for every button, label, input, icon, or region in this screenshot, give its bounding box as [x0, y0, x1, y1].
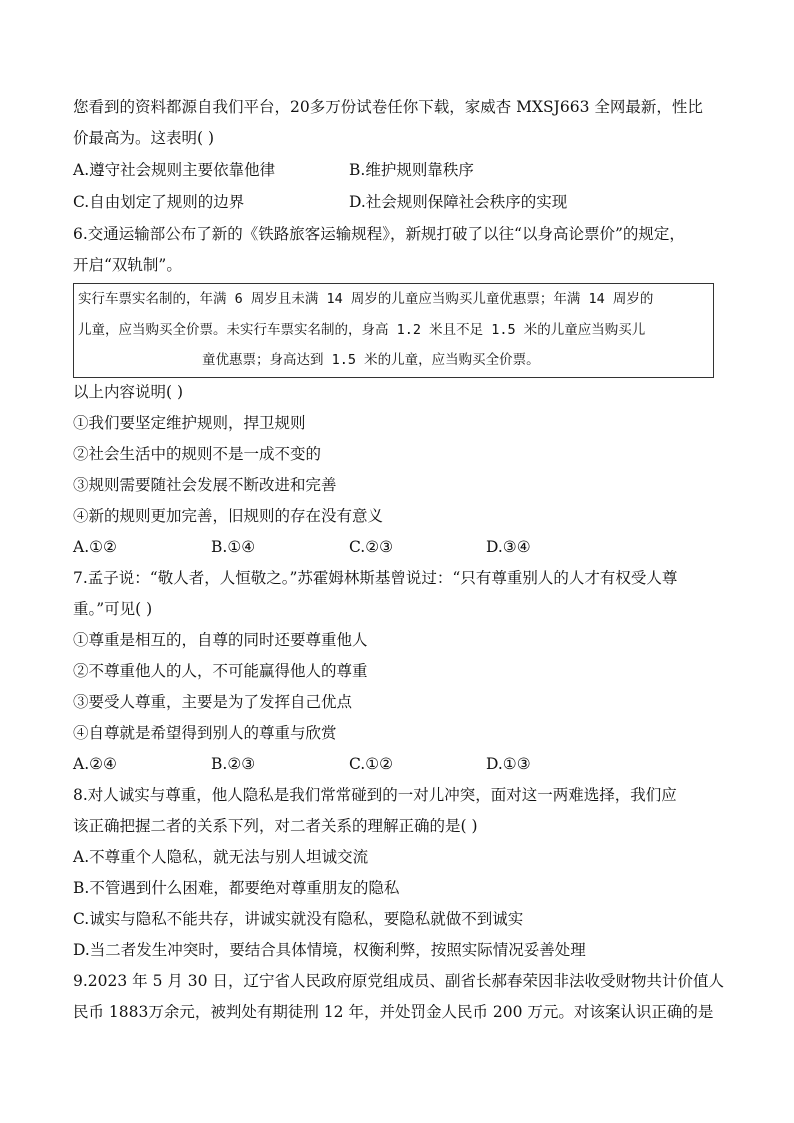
q8-option-d: D.当二者发生冲突时，要结合具体情境，权衡利弊，按照实际情况妥善处理 [73, 941, 586, 959]
q6-stem-line-1: 6.交通运输部公布了新的《铁路旅客运输规程》，新规打破了以往“以身高论票价”的规定， [73, 225, 685, 243]
q7-option-b: B.②③ [211, 755, 256, 773]
q6-material-line-2: 儿童，应当购买全价票。未实行车票实名制的，身高 1.2 米且不足 1.5 米的儿童应当购买儿 [78, 322, 646, 338]
q7-option-a: A.②④ [73, 755, 117, 773]
q7-option-c: C.①② [349, 755, 394, 773]
q8-option-b: B.不管遇到什么困难，都要绝对尊重朋友的隐私 [73, 879, 400, 897]
q7-item-4: ④自尊就是希望得到别人的尊重与欣赏 [73, 724, 337, 742]
q8-stem-line-1: 8.对人诚实与尊重，他人隐私是我们常常碰到的一对儿冲突，面对这一两难选择，我们应 [73, 786, 677, 804]
q8-option-c: C.诚实与隐私不能共存，讲诚实就没有隐私，要隐私就做不到诚实 [73, 910, 524, 928]
q7-stem-line-2: 重。”可见( ) [73, 600, 153, 618]
q6-option-b: B.①④ [211, 538, 256, 556]
q6-option-a: A.①② [73, 538, 117, 556]
q5-option-a: A.遵守社会规则主要依靠他律 [73, 161, 276, 179]
q6-item-1: ①我们要坚定维护规则，捍卫规则 [73, 414, 306, 432]
q8-stem-line-2: 该正确把握二者的关系下列，对二者关系的理解正确的是( ) [73, 817, 478, 835]
q5-stem-line-1: 您看到的资料都源自我们平台，20多万份试卷任你下载，家威杏 MXSJ663 全网最新，性比 [73, 98, 703, 116]
q7-item-1: ①尊重是相互的，自尊的同时还要尊重他人 [73, 631, 368, 649]
q6-material-line-3: 童优惠票；身高达到 1.5 米的儿童，应当购买全价票。 [202, 352, 540, 368]
q5-option-d: D.社会规则保障社会秩序的实现 [349, 193, 568, 211]
q6-material-line-1: 实行车票实名制的，年满 6 周岁且未满 14 周岁的儿童应当购买儿童优惠票；年满 14 周岁的 [78, 291, 654, 307]
q6-option-c: C.②③ [349, 538, 394, 556]
q9-stem-line-1: 9.2023 年 5 月 30 日，辽宁省人民政府原党组成员、副省长郝春荣因非法收受财物共计价值人 [73, 972, 724, 990]
q6-item-4: ④新的规则更加完善，旧规则的存在没有意义 [73, 507, 384, 525]
q6-stem-line-2: 开启“双轨制”。 [73, 256, 182, 274]
q7-item-2: ②不尊重他人的人，不可能赢得他人的尊重 [73, 662, 368, 680]
q7-item-3: ③要受人尊重，主要是为了发挥自己优点 [73, 693, 353, 711]
q7-stem-line-1: 7.孟子说：“敬人者，人恒敬之。”苏霍姆林斯基曾说过：“只有尊重别人的人才有权受人尊 [73, 569, 678, 587]
q9-stem-line-2: 民币 1883万余元，被判处有期徒刑 12 年，并处罚金人民币 200 万元。对该案认识正确的是 [73, 1003, 714, 1021]
q5-option-c: C.自由划定了规则的边界 [73, 193, 245, 211]
q6-question: 以上内容说明( ) [73, 383, 184, 401]
q6-item-2: ②社会生活中的规则不是一成不变的 [73, 445, 322, 463]
q5-option-b: B.维护规则靠秩序 [349, 161, 474, 179]
q6-item-3: ③规则需要随社会发展不断改进和完善 [73, 476, 337, 494]
q6-option-d: D.③④ [486, 538, 531, 556]
q8-option-a: A.不尊重个人隐私，就无法与别人坦诚交流 [73, 848, 369, 866]
q5-stem-line-2: 价最高为。这表明( ) [73, 129, 215, 147]
q7-option-d: D.①③ [486, 755, 531, 773]
q6-material-box [73, 283, 714, 378]
